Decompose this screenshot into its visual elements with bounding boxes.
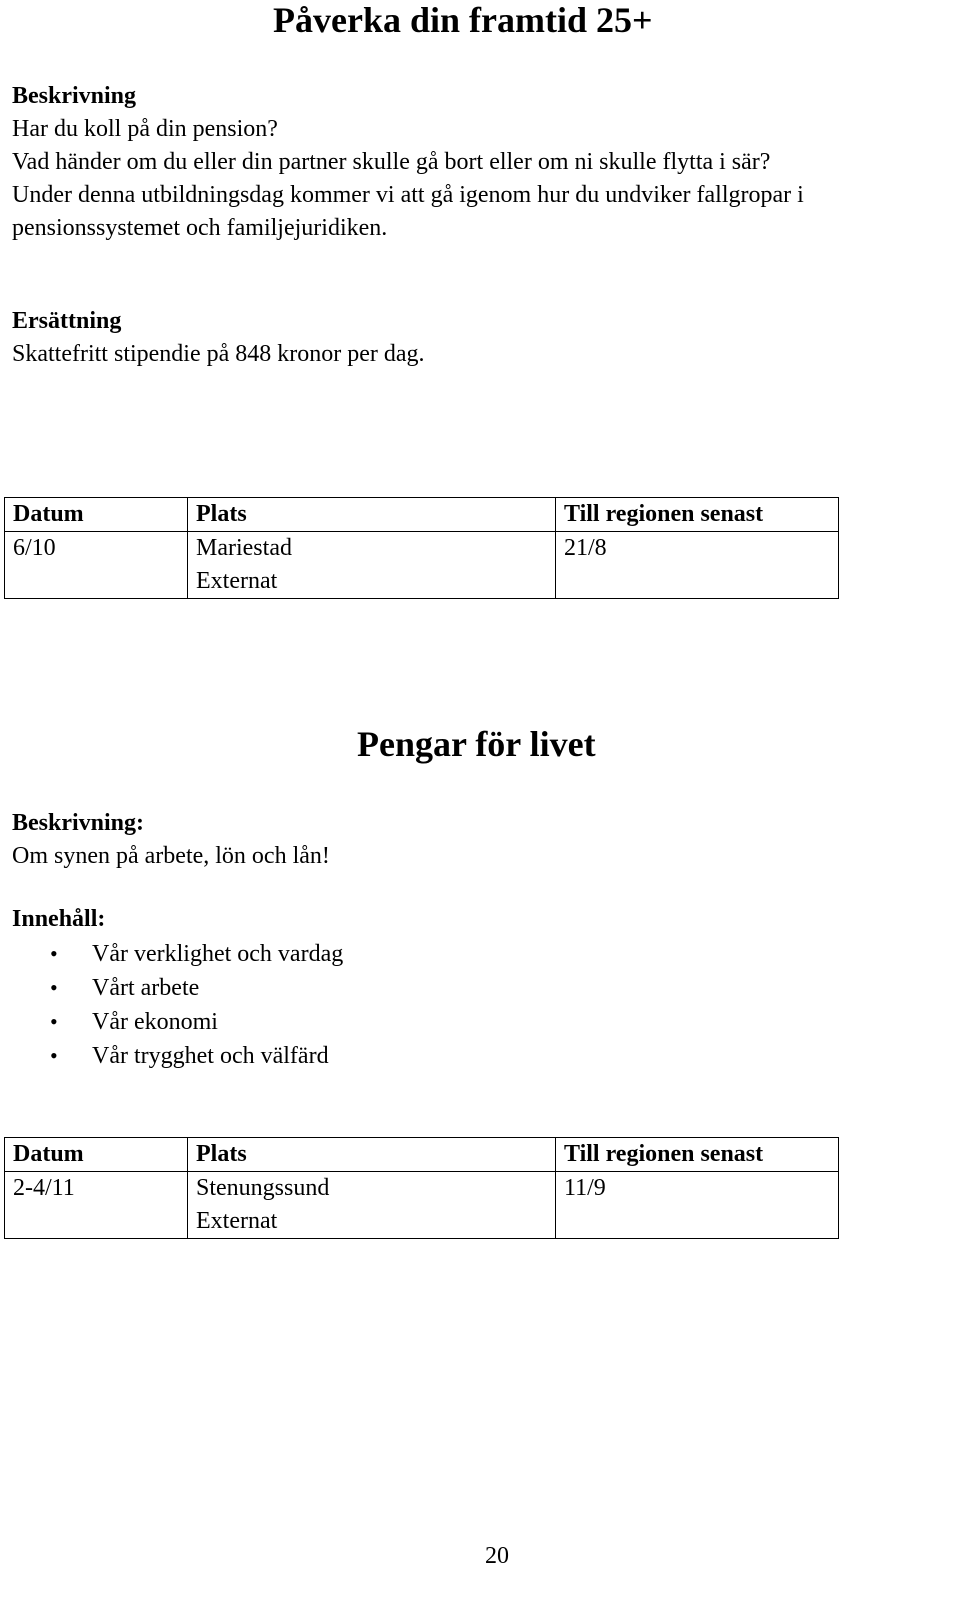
content-list [50,937,343,1073]
description-block [12,80,804,245]
description-block [12,807,330,873]
description-heading: Beskrivning [12,83,137,109]
list-item-label: Vår verklighet och vardag [92,941,344,967]
bullet-icon: • [50,975,58,1000]
cell-place [188,1172,556,1239]
schedule-table [4,497,839,599]
description-line: pensionssystemet och familjejuridiken. [12,215,388,241]
list-item-label: Vår ekonomi [92,1009,218,1035]
page-number: 20 [485,1543,509,1569]
course-title: Pengar för livet [357,724,596,764]
bullet-icon: • [50,1043,58,1068]
place-type: Externat [196,568,278,594]
description-line: Har du koll på din pension? [12,116,278,142]
cell-deadline: 11/9 [556,1172,839,1239]
list-item [50,1005,343,1039]
header-place: Plats [188,1138,556,1172]
compensation-text: Skattefritt stipendie på 848 kronor per dag. [12,341,425,367]
header-date: Datum [5,1138,188,1172]
list-item-label: Vår trygghet och välfärd [92,1043,329,1069]
header-date: Datum [5,498,188,532]
compensation-block [12,305,425,371]
table-header-row [5,1138,839,1172]
header-deadline: Till regionen senast [556,1138,839,1172]
list-item-label: Vårt arbete [92,975,200,1001]
place-type: Externat [196,1208,278,1234]
table-row [5,1172,839,1239]
place-name: Mariestad [196,535,292,561]
header-deadline: Till regionen senast [556,498,839,532]
table-header-row [5,498,839,532]
cell-deadline: 21/8 [556,532,839,599]
cell-date: 6/10 [5,532,188,599]
cell-date: 2-4/11 [5,1172,188,1239]
description-line: Under denna utbildningsdag kommer vi att gå igenom hur du undviker fallgropar i [12,182,804,208]
list-item [50,1039,343,1073]
description-text: Om synen på arbete, lön och lån! [12,843,330,869]
place-name: Stenungssund [196,1175,330,1201]
description-line: Vad händer om du eller din partner skulle gå bort eller om ni skulle flytta i sär? [12,149,771,175]
list-item [50,937,343,971]
content-heading: Innehåll: [12,906,106,932]
compensation-heading: Ersättning [12,308,122,334]
header-place: Plats [188,498,556,532]
schedule-table [4,1137,839,1239]
list-item [50,971,343,1005]
table-row [5,532,839,599]
bullet-icon: • [50,941,58,966]
description-heading: Beskrivning: [12,810,145,836]
bullet-icon: • [50,1009,58,1034]
cell-place [188,532,556,599]
course-title: Påverka din framtid 25+ [273,0,653,40]
